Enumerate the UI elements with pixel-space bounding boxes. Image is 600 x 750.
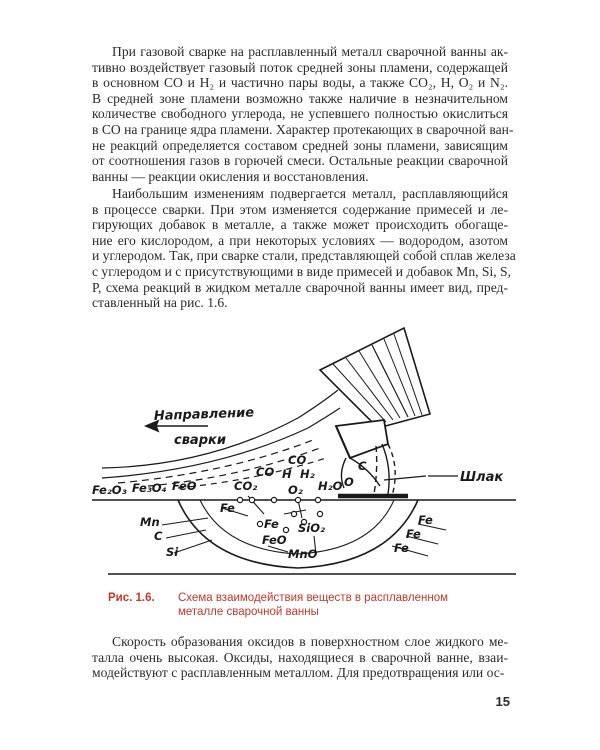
label-fe3o4: Fe₃O₄ xyxy=(132,481,167,495)
direction-label-1: Направление xyxy=(153,405,255,424)
label-fe2o3: Fe₂O₃ xyxy=(92,483,127,497)
label-o2: O₂ xyxy=(288,483,303,497)
text-line: количестве свободного углерода, не успевшего полностью окислиться xyxy=(92,106,508,122)
label-h2: H₂ xyxy=(300,467,315,481)
text-line: ванны — реакции окисления и восстановления. xyxy=(92,168,369,184)
label-feo-top: FeO xyxy=(172,479,197,493)
text-line: При газовой сварке на расплавленный металл сварочной ванны ак- xyxy=(112,44,508,59)
figure-caption-label: Рис. 1.6. xyxy=(108,592,155,604)
slag-label: Шлак xyxy=(460,470,504,485)
paragraph-metal-changes xyxy=(92,186,516,311)
label-co2: CO₂ xyxy=(234,479,258,493)
text-line: модействуют с расплавленным металлом. Для предотвращения или ос- xyxy=(92,665,505,681)
text-line: не реакций определяется составом средней зоны пламени, зависящим xyxy=(92,137,508,153)
page-number: 15 xyxy=(495,694,510,709)
text-line: с углеродом и с присутствующими в виде примесей и добавок Mn, Si, S, xyxy=(92,263,512,279)
text-line: ние его кислородом, а при некоторых условиях — водородом, азотом xyxy=(92,232,508,248)
label-c: C xyxy=(154,529,163,543)
text-line: в CO на границе ядра пламени. Характер протекающих в сварочной ван- xyxy=(92,121,514,137)
label-h2o: H₂O xyxy=(318,479,343,493)
figure-weld-pool-scheme xyxy=(88,318,520,586)
text-line: В средней зоне пламени возможно также наличие в незначительном xyxy=(92,90,508,106)
label-fe-a: Fe xyxy=(220,501,235,515)
label-feo-mid: FeO xyxy=(262,533,287,547)
label-co-a: CO xyxy=(256,465,275,479)
text-line: P, схема реакций в жидком металле сварочной ванны имеет вид, пред- xyxy=(92,279,508,295)
paragraph-oxide-formation xyxy=(92,634,508,681)
label-mno: MnO xyxy=(288,547,318,561)
figure-caption-text: Схема взаимодействия веществ в расплавленном металле сварочной ванны xyxy=(178,592,449,618)
paragraph-gas-flow xyxy=(92,44,514,184)
label-si: Si xyxy=(166,545,179,559)
label-sio2: SiO₂ xyxy=(298,521,326,535)
label-fe-b: Fe xyxy=(264,517,279,531)
label-fe-r1: Fe xyxy=(418,513,433,527)
label-fe-r2: Fe xyxy=(406,527,421,541)
text-line: Скорость образования оксидов в поверхностном слое жидкого ме- xyxy=(112,634,508,649)
text-line: и углеродом. Так, при сварке стали, представляющей собой сплав железа xyxy=(92,248,516,264)
label-h: H xyxy=(282,467,292,481)
text-line: в основном CO и H₂ и частично пары воды, а также CO₂, H, O₂ и N₂. xyxy=(92,75,508,91)
label-c-flame: C xyxy=(358,459,367,473)
text-line: талла очень высокая. Оксиды, находящиеся в сварочной ванне, взаи- xyxy=(92,649,508,665)
label-fe-r3: Fe xyxy=(394,541,409,555)
text-line: от соотношения газов в горючей смеси. Остальные реакции сварочной xyxy=(92,153,508,169)
label-mn: Mn xyxy=(140,515,160,529)
label-co-b: CO xyxy=(288,453,307,467)
text-line: ставленный на рис. 1.6. xyxy=(92,295,228,311)
text-line: Наибольшим изменениям подвергается металл, расплавляющийся xyxy=(112,186,508,201)
text-line: тивно воздействует газовый поток средней зоны пламени, содержащей xyxy=(92,59,508,75)
label-o: O xyxy=(344,475,354,489)
torch-illustration xyxy=(320,328,430,458)
direction-label-2: сварки xyxy=(174,433,226,448)
text-line: в процессе сварки. При этом изменяется содержание примесей и ле- xyxy=(92,201,508,217)
text-line: гирующих добавок в металле, а также может происходить обогаще- xyxy=(92,217,508,233)
